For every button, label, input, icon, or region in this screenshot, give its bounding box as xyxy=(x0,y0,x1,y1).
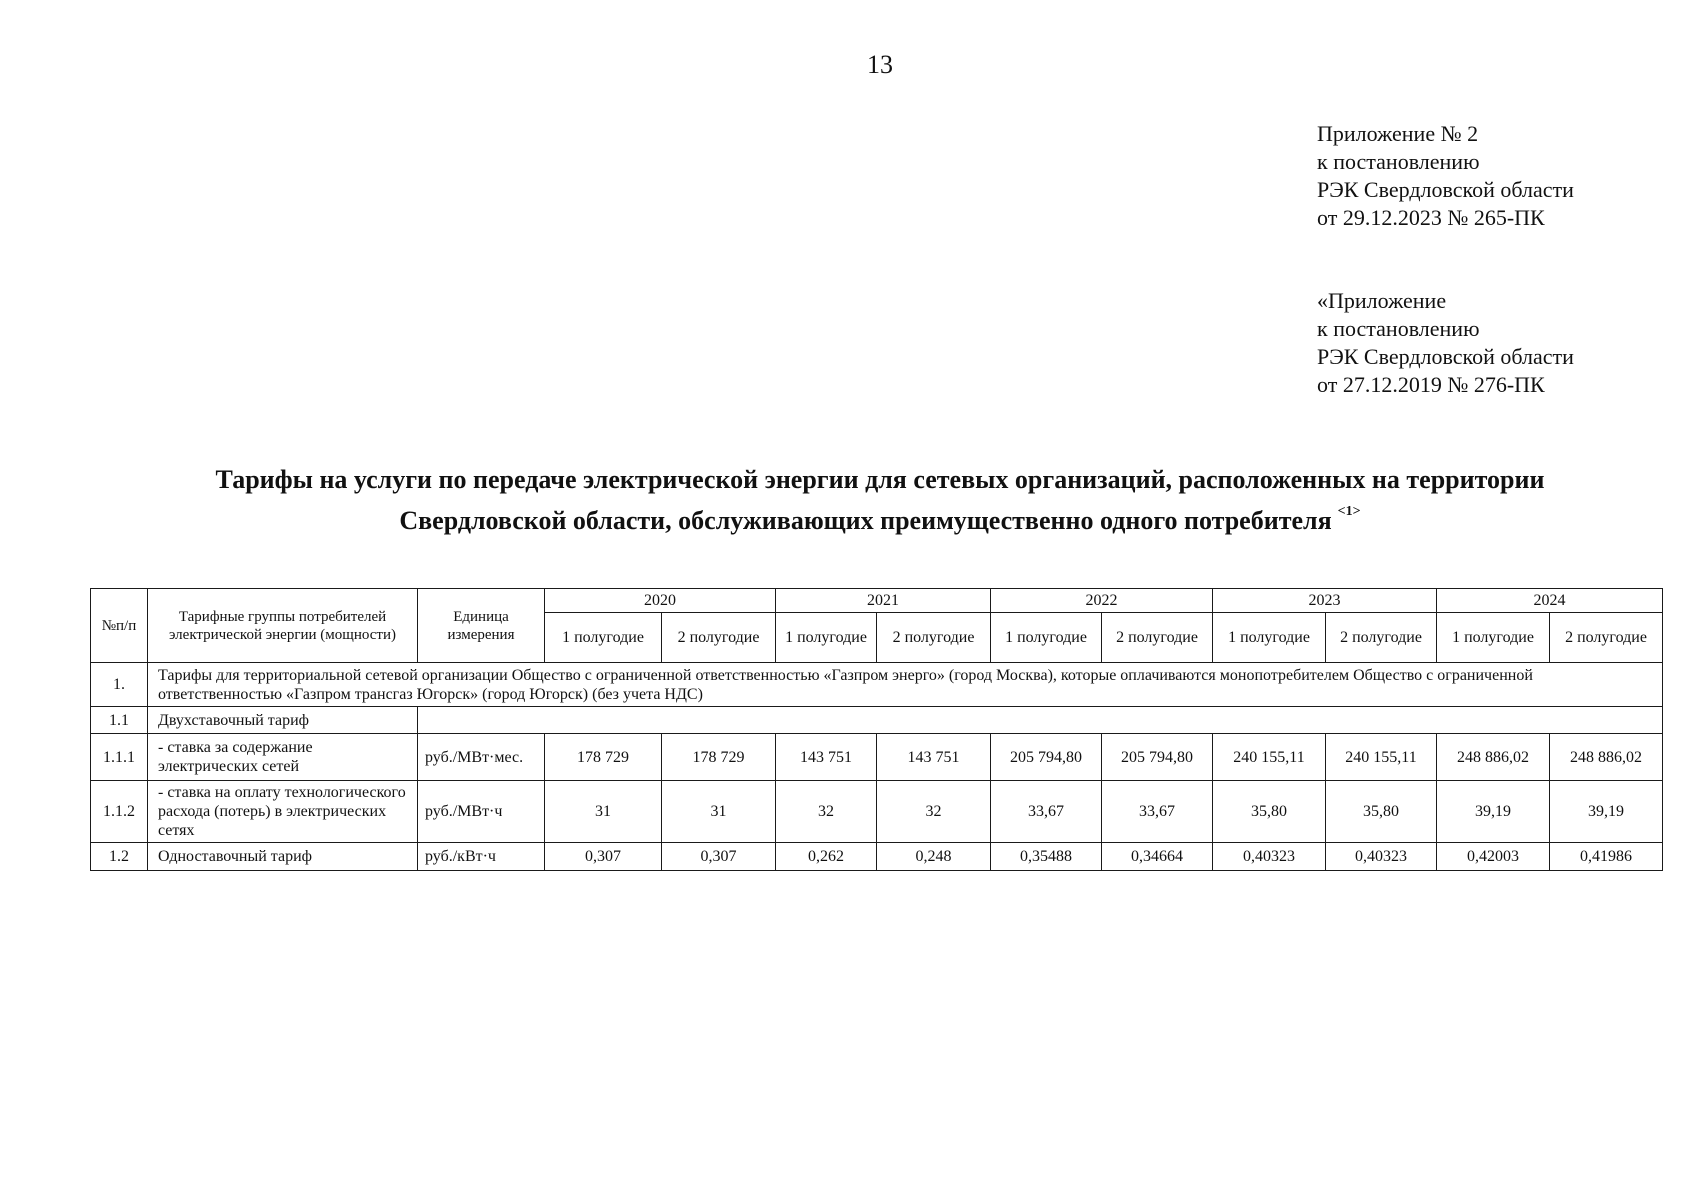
value-cell: 39,19 xyxy=(1437,781,1550,843)
appendix-line: РЭК Свердловской области xyxy=(1317,344,1574,369)
value-cell: 31 xyxy=(662,781,776,843)
value-cell: 205 794,80 xyxy=(991,734,1102,781)
value-cell: 33,67 xyxy=(1102,781,1213,843)
appendix-line: от 29.12.2023 № 265-ПК xyxy=(1317,205,1545,230)
value-cell: 0,40323 xyxy=(1213,843,1326,871)
row-num: 1.1.1 xyxy=(91,734,148,781)
empty-cell xyxy=(418,707,1663,734)
table-row-losses xyxy=(91,781,1663,843)
section-description: Тарифы для территориальной сетевой организации Общество с ограниченной ответственностью «Газпром энерго» (город Москва), которые оплачиваются монопотребителем Общество с ограниченной ответственностью «Газпром трансгаз Югорск» (город Югорск) (без учета НДС) xyxy=(148,663,1663,707)
value-cell: 0,40323 xyxy=(1326,843,1437,871)
value-cell: 178 729 xyxy=(662,734,776,781)
value-cell: 178 729 xyxy=(545,734,662,781)
header-half: 1 полугодие xyxy=(991,613,1102,663)
header-row-years xyxy=(91,589,1663,613)
header-half: 2 полугодие xyxy=(1102,613,1213,663)
header-num: №п/п xyxy=(91,589,148,663)
row-num: 1.1 xyxy=(91,707,148,734)
table-row-maintenance xyxy=(91,734,1663,781)
value-cell: 0,41986 xyxy=(1550,843,1663,871)
header-groups: Тарифные группы потребителей электрической энергии (мощности) xyxy=(148,589,418,663)
value-cell: 31 xyxy=(545,781,662,843)
row-name: - ставка за содержание электрических сетей xyxy=(148,734,418,781)
header-half: 2 полугодие xyxy=(662,613,776,663)
row-num: 1.1.2 xyxy=(91,781,148,843)
header-year: 2023 xyxy=(1213,589,1437,613)
header-year: 2020 xyxy=(545,589,776,613)
value-cell: 33,67 xyxy=(991,781,1102,843)
title-line-2-text: Свердловской области, обслуживающих преимущественно одного потребителя xyxy=(399,506,1332,535)
row-unit: руб./МВт·ч xyxy=(418,781,545,843)
value-cell: 32 xyxy=(776,781,877,843)
row-name: - ставка на оплату технологического расхода (потерь) в электрических сетях xyxy=(148,781,418,843)
row-unit: руб./кВт·ч xyxy=(418,843,545,871)
value-cell: 0,307 xyxy=(662,843,776,871)
value-cell: 240 155,11 xyxy=(1213,734,1326,781)
header-half: 1 полугодие xyxy=(1213,613,1326,663)
header-half: 2 полугодие xyxy=(877,613,991,663)
title-line-2 xyxy=(120,496,1640,537)
page-number: 13 xyxy=(867,50,893,79)
header-half: 1 полугодие xyxy=(776,613,877,663)
value-cell: 143 751 xyxy=(776,734,877,781)
value-cell: 35,80 xyxy=(1326,781,1437,843)
value-cell: 205 794,80 xyxy=(1102,734,1213,781)
value-cell: 248 886,02 xyxy=(1437,734,1550,781)
document-title xyxy=(120,464,1640,537)
appendix-line: к постановлению xyxy=(1317,149,1480,174)
title-line-1: Тарифы на услуги по передаче электрической энергии для сетевых организаций, расположенных на территории xyxy=(215,465,1545,494)
row-name: Одноставочный тариф xyxy=(148,843,418,871)
value-cell: 143 751 xyxy=(877,734,991,781)
value-cell: 0,248 xyxy=(877,843,991,871)
value-cell: 0,307 xyxy=(545,843,662,871)
value-cell: 39,19 xyxy=(1550,781,1663,843)
header-year: 2021 xyxy=(776,589,991,613)
table-row-section xyxy=(91,663,1663,707)
footnote-mark: <1> xyxy=(1337,504,1361,519)
table-row-two-rate xyxy=(91,707,1663,734)
appendix-line: к постановлению xyxy=(1317,316,1480,341)
value-cell: 32 xyxy=(877,781,991,843)
row-num: 1. xyxy=(91,663,148,707)
header-half: 1 полугодие xyxy=(545,613,662,663)
header-half: 2 полугодие xyxy=(1326,613,1437,663)
appendix-line: Приложение № 2 xyxy=(1317,121,1479,146)
header-year: 2024 xyxy=(1437,589,1663,613)
header-unit: Единица измерения xyxy=(418,589,545,663)
row-name: Двухставочный тариф xyxy=(148,707,418,734)
value-cell: 248 886,02 xyxy=(1550,734,1663,781)
appendix-reference-original xyxy=(1317,287,1574,399)
row-unit: руб./МВт·мес. xyxy=(418,734,545,781)
value-cell: 0,262 xyxy=(776,843,877,871)
appendix-line: от 27.12.2019 № 276-ПК xyxy=(1317,372,1545,397)
value-cell: 35,80 xyxy=(1213,781,1326,843)
appendix-reference-current xyxy=(1317,120,1574,232)
row-num: 1.2 xyxy=(91,843,148,871)
table-row-single-rate xyxy=(91,843,1663,871)
header-half: 2 полугодие xyxy=(1550,613,1663,663)
value-cell: 240 155,11 xyxy=(1326,734,1437,781)
header-year: 2022 xyxy=(991,589,1213,613)
value-cell: 0,42003 xyxy=(1437,843,1550,871)
appendix-line: «Приложение xyxy=(1317,288,1447,313)
tariff-table xyxy=(90,588,1663,871)
header-half: 1 полугодие xyxy=(1437,613,1550,663)
appendix-line: РЭК Свердловской области xyxy=(1317,177,1574,202)
value-cell: 0,34664 xyxy=(1102,843,1213,871)
value-cell: 0,35488 xyxy=(991,843,1102,871)
